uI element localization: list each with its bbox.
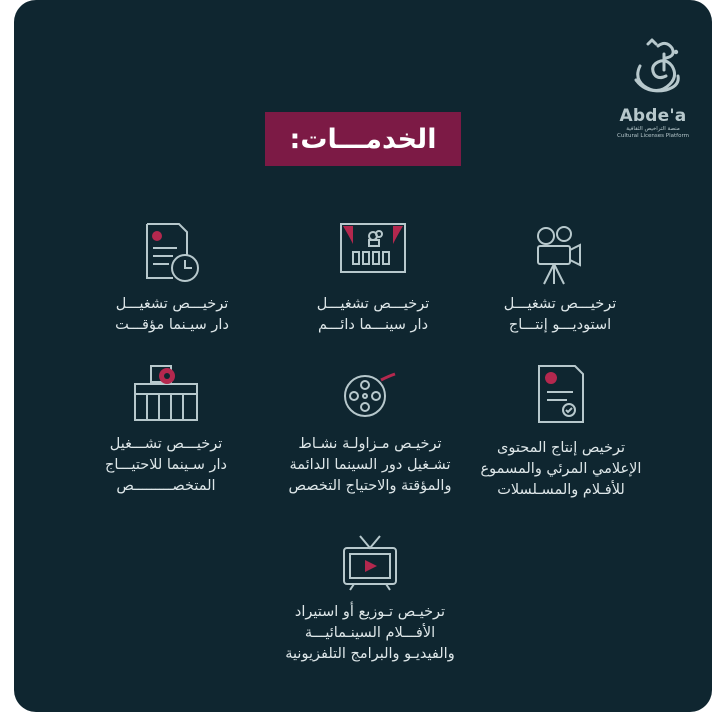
service-line: استوديـــو إنتـــاج: [508, 317, 612, 333]
abdea-logo-mark-icon: [618, 36, 688, 108]
certificate-document-icon: [533, 364, 589, 424]
cinema-theater-icon: [339, 222, 407, 274]
brand-subtitle-english: Cultural Licenses Platform: [617, 133, 689, 139]
service-line: ترخيـص مـزاولـة نشـاط: [298, 436, 442, 452]
service-line: الإعلامي المرئي والمسموع: [480, 461, 642, 477]
service-line: والفيديـو والبرامج التلفزيونية: [285, 646, 455, 662]
page-title: الخدمـــات:: [289, 123, 437, 155]
service-distribution-import: [264, 534, 476, 665]
service-permanent-cinema: [283, 222, 463, 336]
abdea-logo: [608, 36, 698, 140]
service-line: دار سـينما للاحتيـــاج: [105, 457, 227, 473]
service-line: ترخيص إنتاج المحتوى: [497, 440, 625, 456]
service-media-content: [466, 364, 656, 501]
brand-subtitle-arabic: منصة التراخيص الثقافية: [626, 126, 680, 132]
service-studio-license: [470, 222, 650, 336]
service-line: المتخصـــــــــص: [116, 478, 216, 494]
television-play-icon: [342, 534, 398, 592]
title-banner: [265, 112, 461, 166]
services-card: [14, 0, 712, 712]
service-line: للأفـلام والمسـلسلات: [497, 482, 625, 498]
service-line: دار سينـــما دائـــم: [317, 317, 429, 333]
brand-name: Abde'a: [619, 106, 687, 126]
service-line: ترخيـــص تشغيـــل: [316, 296, 430, 312]
service-line: دار سيـنما مؤقـــت: [115, 317, 229, 333]
service-specialized-cinema: [72, 364, 260, 497]
cinema-building-icon: [133, 364, 199, 422]
film-reel-icon: [341, 372, 399, 420]
service-line: الأفـــلام السينـمائيـــة: [304, 625, 436, 641]
document-clock-icon: [141, 222, 203, 286]
service-temporary-cinema: [82, 222, 262, 336]
service-line: ترخيـص تـوزيع أو استيراد: [294, 604, 446, 620]
service-line: ترخيـــص تشغيـــل: [115, 296, 229, 312]
film-camera-icon: [530, 222, 590, 286]
service-line: ترخيـــص تشغيـــل: [503, 296, 617, 312]
service-line: ترخيـــص تشـــغيل: [109, 436, 223, 452]
service-line: والمؤقتة والاحتياج التخصص: [288, 478, 452, 494]
service-cinema-activity: [270, 372, 470, 497]
service-line: تشـغيل دور السينما الدائمة: [289, 457, 451, 473]
